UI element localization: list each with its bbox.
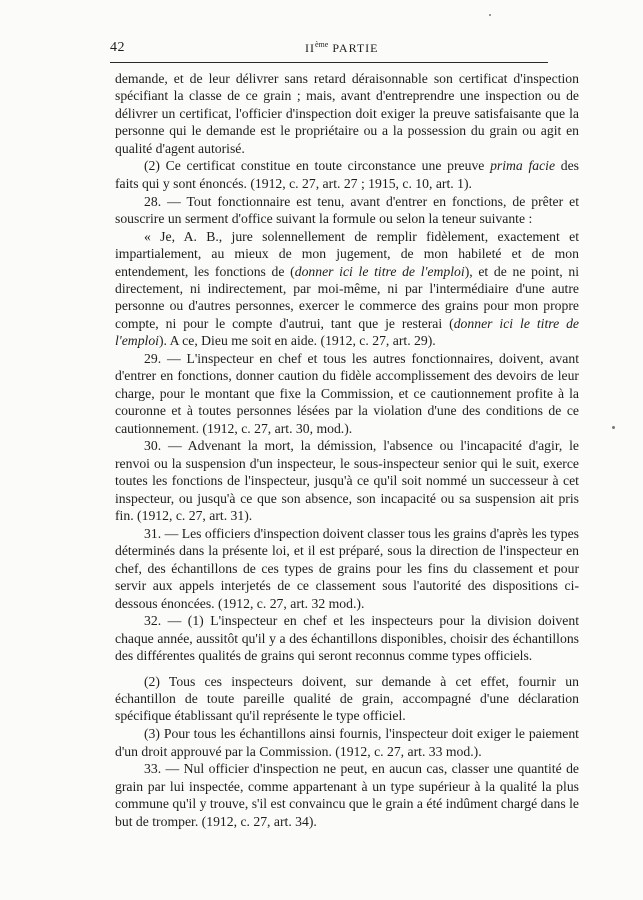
text-run: ), et de ne point, ni directement, ni indirectement, par moi-même, ni par l'intermédiaire d'une autre personne ou d'autres personnes, exercer le commerce des grains pour mon propre compte, ni pour le compte d'autrui, tant que je resterai ( (115, 263, 580, 331)
page-number: 42 (110, 40, 125, 55)
text-run: (2) Tous ces inspecteurs doivent, sur demande à cet effet, fournir un échantillon de toute pareille qualité de grain, accompagné d'une déclaration spécifique établissant qu'il représente le type officiel. (115, 673, 579, 724)
text-run: (3) Pour tous les échantillons ainsi fournis, l'inspecteur doit exiger le paiement d'un droit approuvé par la Commission. (1912, c. 27, art. 33 mod.). (115, 726, 579, 759)
paragraph (115, 157, 579, 192)
body-text (115, 70, 579, 830)
page-header (110, 40, 548, 58)
italic-run: prima facie (490, 158, 556, 174)
text-run: 29. — L'inspecteur en chef et tous les autres fonctionnaires, doivent, avant d'entrer en fonctions, donner caution du fidèle accomplissement des devoirs de leur charge, pour le montant que fixe la Commission, et ce cautionnement profite à la couronne et à toutes personnes lésées par la violation d'une des conditions de ce cautionnement. (1912, c. 27, art. 30, mod.). (115, 351, 579, 436)
paragraph (115, 760, 579, 830)
text-run: 30. — Advenant la mort, la démission, l'absence ou l'incapacité d'agir, le renvoi ou la suspension d'un inspecteur, le sous-inspecteur senior qui le suit, exerce toutes les fonctions de l'inspecteur, jusqu'à ce qu'il soit nommé un successeur à cet inspecteur, ou jusqu'à ce que son absence, son incapacité ou sa suspension ait pris fin. (1912, c. 27, art. 31). (115, 438, 579, 524)
margin-speck (489, 14, 491, 16)
text-run: 32. — (1) L'inspecteur en chef et les inspecteurs pour la division doivent chaque année, aussitôt qu'il y a des échantillons disponibles, choisir des échantillons des différentes qualités de grains qui seront reconnus comme types officiels. (115, 613, 579, 664)
paragraph (115, 193, 579, 228)
paragraph (115, 437, 579, 524)
text-run: ). A ce, Dieu me soit en aide. (1912, c. 27, art. 29). (158, 333, 436, 349)
text-run: 28. — Tout fonctionnaire est tenu, avant d'entrer en fonctions, de prêter et souscrire un serment d'office suivant la formule ou selon la teneur suivante : (115, 193, 579, 227)
paragraph (115, 228, 579, 350)
text-run: « Je, A. B., jure solennellement de remplir fidèlement, exactement et impartialement, au mieux de mon jugement, de mon habileté et de mon entendement, les fonctions de ( (115, 228, 579, 279)
paragraph (115, 612, 579, 664)
paragraph (115, 350, 579, 437)
margin-speck (612, 426, 615, 429)
text-run: (2) Ce certificat constitue en toute circonstance une preuve (144, 158, 491, 174)
text-run: 31. — Les officiers d'inspection doivent classer tous les grains d'après les types déterminés dans la présente loi, et il est préparé, sous la direction de l'inspecteur en chef, des échantillons de ces types de grains pour les fins du classement et pour servir aux appels interjetés de ce classement sous l'autorité des dispositions ci-dessous énoncées. (1912, c. 27, art. 32 mod.). (115, 525, 579, 611)
paragraph (115, 673, 579, 725)
italic-run: donner ici le titre de l'emploi (115, 315, 580, 349)
paragraph (115, 70, 579, 157)
text-run: demande, et de leur délivrer sans retard déraisonnable son certificat d'inspection spécifiant la classe de ce grain ; mais, avant d'entreprendre une inspection ou de délivrer un certificat, l'officier d'inspection doit exiger la preuve satisfaisante que la personne qui le demande est le propriétaire ou a la possession du grain ou agit en qualité d'agent autorisé. (115, 71, 579, 156)
italic-run: donner ici le titre de l'emploi (294, 263, 465, 279)
paragraph (115, 525, 579, 612)
header-rule (110, 62, 548, 63)
paragraph (115, 725, 579, 760)
text-run: des faits qui y sont énoncés. (1912, c. 27, art. 27 ; 1915, c. 10, art. 1). (115, 158, 579, 191)
text-run: 33. — Nul officier d'inspection ne peut, en aucun cas, classer une quantité de grain par lui inspectée, comme appartenant à un type supérieur à la qualité la plus commune qu'il y trouve, s'il est convaincu que le grain a été indûment chargé dans le but de tromper. (1912, c. 27, art. 34). (115, 761, 579, 829)
running-head: IIème PARTIE (305, 40, 379, 55)
